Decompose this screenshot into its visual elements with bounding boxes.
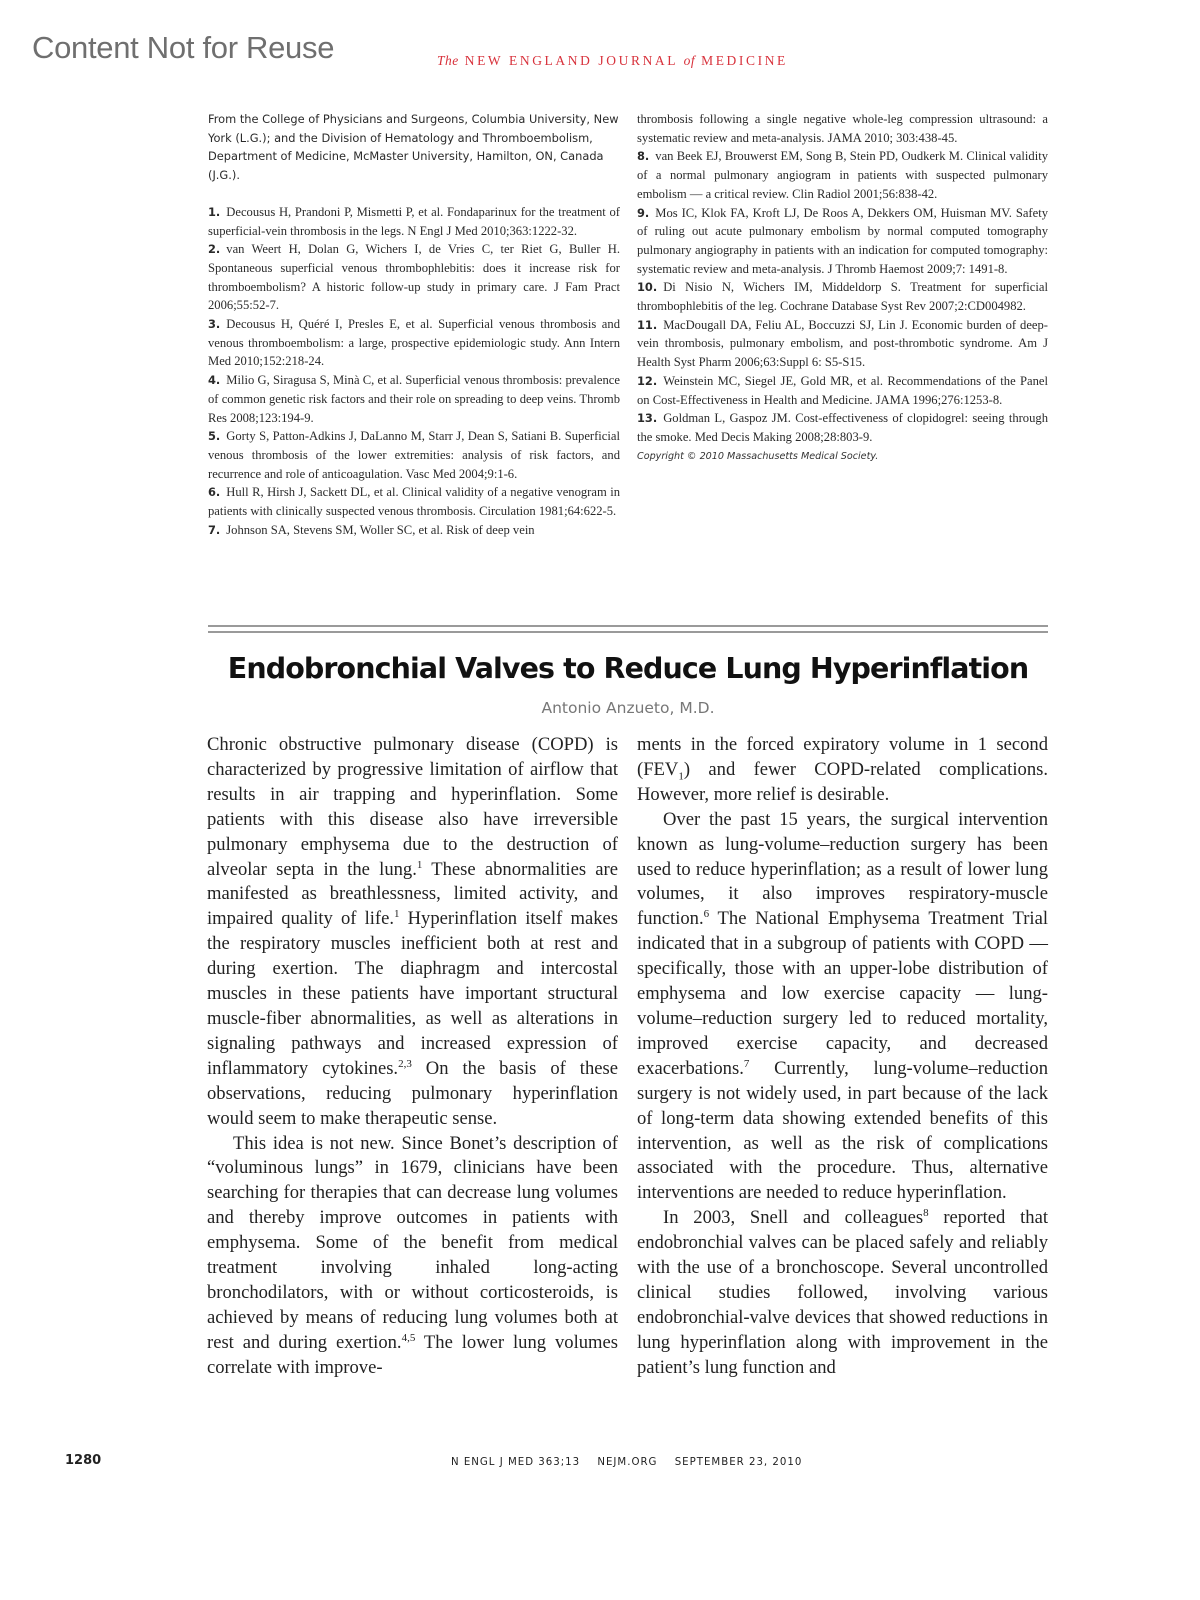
masthead-of: of xyxy=(683,53,696,68)
reference-number: 6. xyxy=(208,485,221,500)
reference-number: 2. xyxy=(208,242,221,257)
running-footer xyxy=(451,1457,815,1468)
reference-text: Milio G, Siragusa S, Minà C, et al. Superficial venous thrombosis: prevalence of common genetic risk factors and their role on spreading to deep veins. Thromb Res 2008;123:194-9. xyxy=(208,373,620,425)
body-text: This idea is not new. Since Bonet’s description of “voluminous lungs” in 1679, clinicians have been searching for therapies that can decrease lung volumes and thereby improve outcomes in patients with emphysema. Some of the benefit from medical treatment involving inhaled long-acting bronchodilators, with or without corticosteroids, is achieved by means of reducing lung volumes both at rest and during exertion. xyxy=(207,1132,618,1353)
page-number: 1280 xyxy=(65,1453,102,1468)
reference-number: 12. xyxy=(637,373,658,388)
copyright-notice: Copyright © 2010 Massachusetts Medical Society. xyxy=(637,450,879,462)
reference-text: Hull R, Hirsh J, Sackett DL, et al. Clinical validity of a negative venogram in patients with clinically suspected venous thrombosis. Circulation 1981;64:622-5. xyxy=(208,485,620,519)
reference-number: 7. xyxy=(208,522,221,537)
reference-number: 3. xyxy=(208,317,221,332)
footer-journal: N ENGL J MED 363;13 xyxy=(451,1457,581,1468)
citation-superscript: 2,3 xyxy=(398,1057,412,1070)
reference-number: 5. xyxy=(208,429,221,444)
reference-number: 11. xyxy=(637,317,658,332)
reference-text: Decousus H, Quéré I, Presles E, et al. Superficial venous thrombosis and venous thromboembolism: a large, prospective epidemiologic study. Ann Intern Med 2010;152:218-24. xyxy=(208,317,620,369)
reference-text: Gorty S, Patton-Adkins J, DaLanno M, Starr J, Dean S, Satiani B. Superficial venous thrombosis of the lower extremities: analysis of risk factors, and recurrence and role of anticoagulation. Vasc Med 2004;9:1-6. xyxy=(208,429,620,481)
citation-superscript: 4,5 xyxy=(401,1331,416,1344)
reference-item xyxy=(208,427,620,483)
body-text: Over the past 15 years, the surgical intervention known as lung-volume–reduction surgery has been used to reduce hyperinflation; as a result of lower lung volumes, it also improves respiratory-muscle function. xyxy=(637,808,1048,930)
reference-text: Mos IC, Klok FA, Kroft LJ, De Roos A, Dekkers OM, Huisman MV. Safety of ruling out acute pulmonary embolism by normal computed tomography pulmonary angiography in patients with an indication for computed tomography: systematic review and meta-analysis. J Thromb Haemost 2009;7: 1491-8. xyxy=(637,205,1048,276)
reference-item xyxy=(637,204,1048,279)
reference-text: MacDougall DA, Feliu AL, Boccuzzi SJ, Lin J. Economic burden of deep-vein thrombosis, pulmonary embolism, and post-thrombotic syndrome. Am J Health Syst Pharm 2006;63:Suppl 6: S5-S15. xyxy=(637,317,1048,370)
footer-site: NEJM.ORG xyxy=(597,1457,658,1468)
reference-item xyxy=(637,316,1048,372)
body-text: reported that endobronchial valves can be placed safely and reliably with the use of a bronchoscope. Several uncontrolled clinical studies followed, involving various endobronchial-valve devices that showed reductions in lung hyperinflation along with improvement in the patient’s lung function and xyxy=(637,1207,1048,1378)
citation-superscript: 8 xyxy=(923,1207,929,1220)
reference-item xyxy=(637,372,1048,409)
body-text: ments in the forced expiratory volume in 1 second (FEV xyxy=(637,734,1048,780)
reference-number: 13. xyxy=(637,411,658,426)
reference-text: Di Nisio N, Wichers IM, Middeldorp S. Treatment for superficial thrombophlebitis of the leg. Cochrane Database Syst Rev 2007;2:CD004982. xyxy=(637,280,1048,314)
body-paragraph xyxy=(207,1132,618,1381)
body-text: Chronic obstructive pulmonary disease (COPD) is characterized by progressive limitation of airflow that results in air trapping and hyperinflation. Some patients with this disease also have irreversible pulmonary emphysema due to the destruction of alveolar septa in the lung. xyxy=(207,734,618,880)
reference-item xyxy=(208,240,620,315)
citation-superscript: 1 xyxy=(416,858,423,871)
body-text: In 2003, Snell and colleagues xyxy=(663,1207,924,1229)
subscript: 1 xyxy=(678,770,684,783)
masthead-name-b: MEDICINE xyxy=(701,53,788,68)
references-left-column xyxy=(208,110,620,539)
reference-item xyxy=(208,203,620,240)
citation-superscript: 7 xyxy=(743,1057,750,1070)
body-text: The lower lung volumes correlate with improve- xyxy=(207,1331,618,1378)
body-text: These abnormalities are manifested as breathlessness, limited activity, and impaired quality of life. xyxy=(207,858,618,930)
reference-number: 1. xyxy=(208,204,221,219)
reference-number: 4. xyxy=(208,373,221,388)
body-paragraph xyxy=(637,1206,1048,1380)
article-title: Endobronchial Valves to Reduce Lung Hyperinflation xyxy=(227,652,1029,685)
reference-item xyxy=(637,278,1048,315)
reference-text: Johnson SA, Stevens SM, Woller SC, et al. Risk of deep vein xyxy=(226,522,535,537)
body-text: Currently, lung-volume–reduction surgery is not widely used, in part because of the lack of long-term data showing extended benefits of this intervention, as well as the risk of complications associated with the procedure. Thus, alternative interventions are needed to reduce hyperinflation. xyxy=(637,1057,1048,1204)
watermark: Content Not for Reuse xyxy=(32,30,335,65)
reference-continuation: thrombosis following a single negative whole-leg compression ultrasound: a systematic review and meta-analysis. JAMA 2010; 303:438-45. xyxy=(637,112,1048,145)
references-right-column xyxy=(637,110,1048,476)
section-divider-bottom xyxy=(208,631,1048,633)
reference-text: Weinstein MC, Siegel JE, Gold MR, et al. Recommendations of the Panel on Cost-Effectiveness in Health and Medicine. JAMA 1996;276:1253-8. xyxy=(637,373,1048,407)
reference-number: 8. xyxy=(637,149,650,164)
body-text: The National Emphysema Treatment Trial indicated that in a subgroup of patients with COPD — specifically, those with an upper-lobe distribution of emphysema and low exercise capacity — lung-volume–reduction surgery led to reduced mortality, improved exercise capacity, and decreased exacerbations. xyxy=(637,908,1048,1079)
body-text: Hyperinflation itself makes the respiratory muscles inefficient both at rest and during exertion. The diaphragm and intercostal muscles in these patients have important structural muscle-fiber abnormalities, as well as alterations in signaling pathways and increased expression of inflammatory cytokines. xyxy=(207,908,618,1079)
body-paragraph xyxy=(637,808,1048,1207)
body-text: ) and fewer COPD-related complications. However, more relief is desirable. xyxy=(637,758,1048,805)
reference-number: 10. xyxy=(637,280,658,295)
body-paragraph xyxy=(637,733,1048,808)
reference-text: van Weert H, Dolan G, Wichers I, de Vries C, ter Riet G, Buller H. Spontaneous superficial venous thrombophlebitis: does it increase risk for thromboembolism? A historic follow-up study in primary care. J Fam Pract 2006;55:52-7. xyxy=(208,242,620,313)
reference-text: van Beek EJ, Brouwerst EM, Song B, Stein PD, Oudkerk M. Clinical validity of a normal pulmonary angiogram in patients with suspected pulmonary embolism — a critical review. Clin Radiol 2001;56:838-42. xyxy=(637,149,1048,201)
article-author: Antonio Anzueto, M.D. xyxy=(541,699,715,717)
citation-superscript: 1 xyxy=(394,908,400,921)
reference-text: Decousus H, Prandoni P, Mismetti P, et al. Fondaparinux for the treatment of superficial-vein thrombosis in the legs. N Engl J Med 2010;363:1222-32. xyxy=(208,204,620,238)
author-affiliation: From the College of Physicians and Surgeons, Columbia University, New York (L.G.); and the Division of Hematology and Thromboembolism, Department of Medicine, McMaster University, Hamilton, ON, Canada (J.G.). xyxy=(208,112,619,183)
article-body-right-column xyxy=(637,733,1048,1381)
journal-masthead xyxy=(437,53,788,69)
footer-date: SEPTEMBER 23, 2010 xyxy=(674,1457,803,1468)
reference-item xyxy=(208,315,620,371)
reference-item xyxy=(208,371,620,427)
reference-number: 9. xyxy=(637,205,650,220)
reference-item xyxy=(208,521,620,540)
reference-text: Goldman L, Gaspoz JM. Cost-effectiveness of clopidogrel: seeing through the smoke. Med Decis Making 2008;28:803-9. xyxy=(637,411,1048,444)
masthead-the: The xyxy=(437,53,459,68)
article-body-left-column xyxy=(207,733,618,1381)
citation-superscript: 6 xyxy=(703,908,710,921)
body-paragraph xyxy=(207,733,618,1132)
reference-item xyxy=(637,409,1048,446)
section-divider-top xyxy=(208,625,1048,627)
masthead-name-a: NEW ENGLAND JOURNAL xyxy=(464,53,678,68)
reference-item xyxy=(637,147,1048,203)
body-text: On the basis of these observations, reducing pulmonary hyperinflation would seem to make therapeutic sense. xyxy=(207,1057,618,1129)
reference-item xyxy=(208,483,620,520)
